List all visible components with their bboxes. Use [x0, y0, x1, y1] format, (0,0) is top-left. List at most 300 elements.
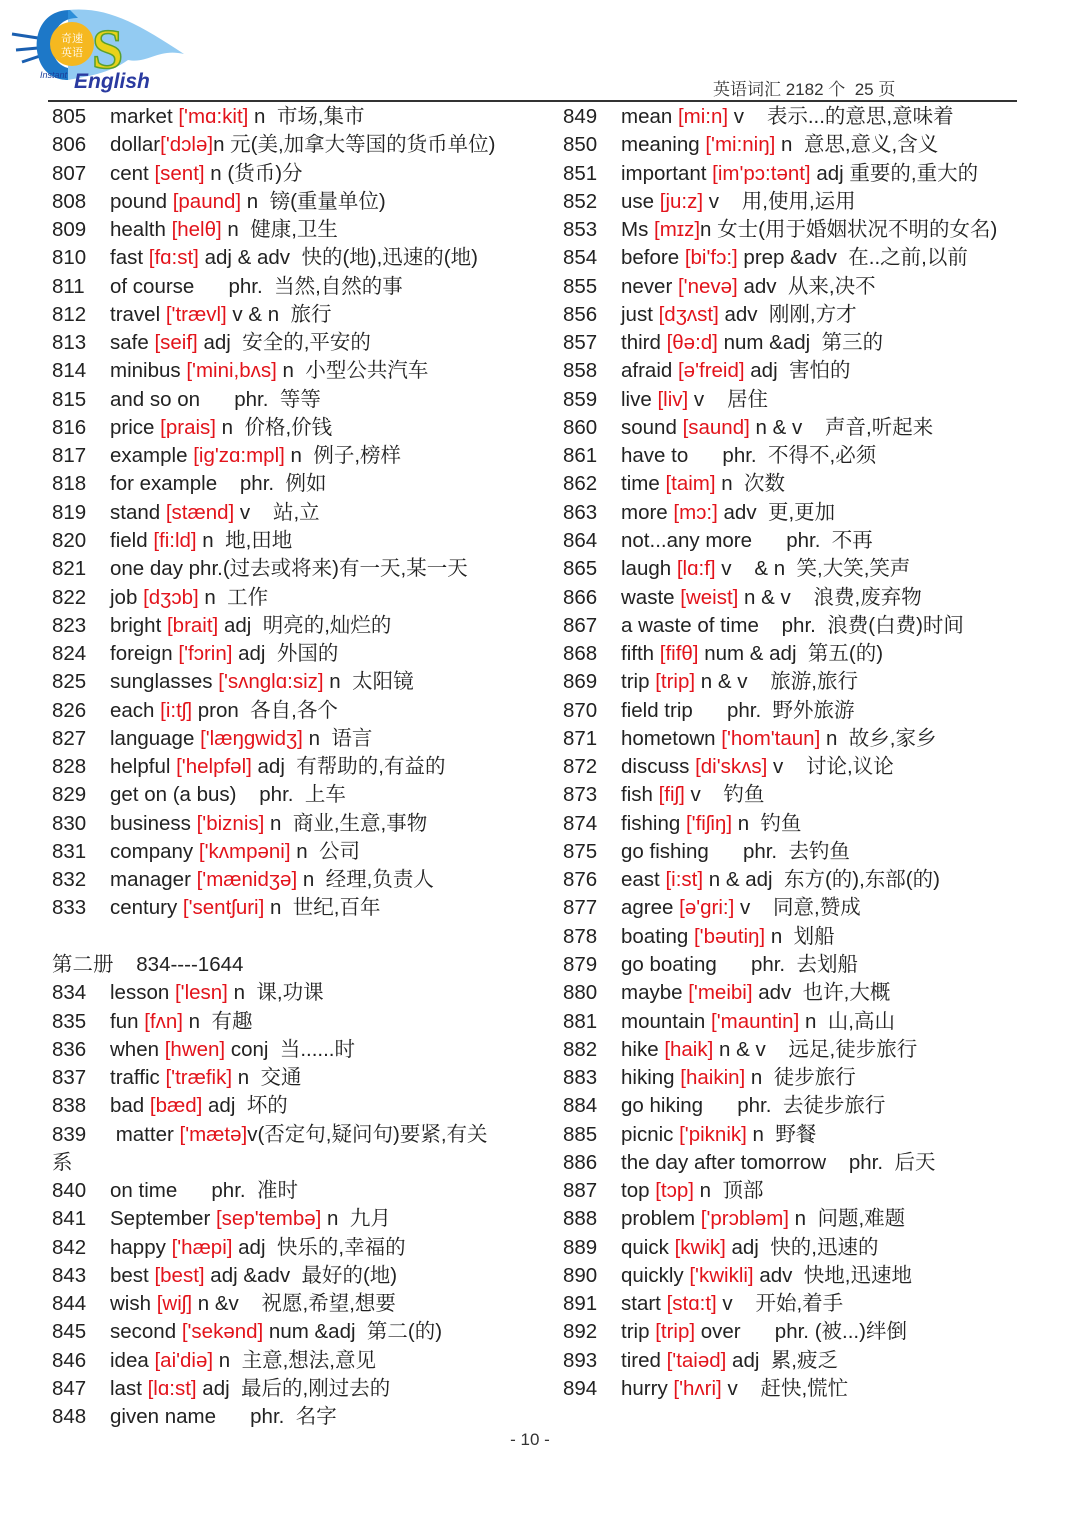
vocabulary-count-info: 英语词汇 2182 个 25 页	[713, 80, 896, 99]
vocab-entry	[52, 470, 532, 498]
entry-definition: n 故乡,家乡	[820, 726, 937, 750]
entry-definition: num & adj 第五(的)	[698, 642, 884, 666]
entry-number: 869	[563, 670, 598, 694]
entry-word: time	[621, 472, 666, 496]
entry-definition: n 问题,难题	[788, 1207, 906, 1231]
entry-number: 814	[52, 359, 87, 383]
entry-definition: n 主意,想法,意见	[213, 1348, 376, 1372]
entry-phonetic: [bæd]	[149, 1094, 203, 1118]
entry-number: 842	[52, 1235, 87, 1259]
vocab-entry	[563, 188, 1033, 216]
entry-phonetic: ['mænidʒə]	[196, 868, 298, 892]
entry-phonetic: [im'pɔ:tənt]	[712, 161, 811, 185]
entry-word: manager	[110, 868, 197, 892]
vocab-entry	[52, 612, 532, 640]
entry-number: 845	[52, 1320, 87, 1344]
entry-definition: n 世纪,百年	[264, 896, 381, 920]
entry-definition: n 镑(重量单位)	[241, 189, 386, 213]
entry-number: 850	[563, 133, 598, 157]
entry-word: hike	[621, 1037, 665, 1061]
entry-definition: n 钓鱼	[732, 811, 802, 835]
left-word-column	[52, 103, 532, 1431]
entry-number: 854	[563, 246, 598, 270]
entry-word: go hiking	[621, 1094, 704, 1118]
entry-phonetic: [dʒɔb]	[143, 585, 199, 609]
entry-number: 873	[563, 783, 598, 807]
entry-definition: num &adj 第二(的)	[263, 1320, 443, 1344]
entry-definition: adj 累,疲乏	[726, 1348, 838, 1372]
vocab-entry	[563, 216, 1033, 244]
entry-word: market	[110, 105, 179, 128]
entry-word: live	[621, 387, 658, 411]
logo	[8, 4, 188, 96]
entry-number: 852	[563, 189, 598, 213]
entry-phonetic: ['træfik]	[165, 1066, 233, 1090]
vocab-entry	[52, 386, 532, 414]
svg-text:Instant: Instant	[40, 70, 68, 80]
entry-definition: n &v 祝愿,希望,想要	[192, 1292, 396, 1316]
entry-word: mountain	[621, 1009, 712, 1033]
vocab-entry	[52, 1064, 532, 1092]
entry-word: meaning	[621, 133, 706, 157]
vocab-entry	[563, 1290, 1033, 1318]
vocab-entry	[52, 131, 532, 159]
entry-definition: adj 快乐的,幸福的	[232, 1235, 406, 1259]
entry-word: September	[110, 1207, 216, 1231]
entry-number: 822	[52, 585, 87, 609]
entry-word: second	[110, 1320, 182, 1344]
entry-phonetic: ['prɔbləm]	[700, 1207, 789, 1231]
vocab-entry	[563, 1121, 1033, 1149]
entry-number: 812	[52, 302, 87, 326]
vocab-entry	[52, 866, 532, 894]
entry-word: hometown	[621, 726, 722, 750]
entry-phonetic: ['fiʃiŋ]	[685, 811, 733, 835]
entry-phonetic: [sep'tembə]	[215, 1207, 322, 1231]
vocab-entry	[563, 527, 1033, 555]
entry-definition: over phr. (被...)绊倒	[695, 1320, 907, 1344]
entry-number: 863	[563, 500, 598, 524]
entry-number: 837	[52, 1066, 87, 1090]
entry-word: important	[621, 161, 713, 185]
entry-word: east	[621, 868, 666, 892]
entry-number: 819	[52, 500, 87, 524]
vocab-entry	[52, 894, 532, 922]
entry-word: maybe	[621, 981, 689, 1005]
vocab-entry	[52, 584, 532, 612]
entry-number: 810	[52, 246, 87, 270]
entry-number: 820	[52, 528, 87, 552]
entry-definition: adv 也许,大概	[752, 981, 891, 1005]
entry-number: 859	[563, 387, 598, 411]
entry-phonetic: ['mi:niŋ]	[705, 133, 776, 157]
vocab-entry	[52, 640, 532, 668]
entry-number: 891	[563, 1292, 598, 1316]
entry-word: price	[110, 415, 161, 439]
entry-word: fish	[621, 783, 659, 807]
entry-word: bright	[110, 613, 167, 637]
entry-continuation: 系	[52, 1150, 73, 1174]
entry-number: 857	[563, 331, 598, 355]
entry-definition: adj 外国的	[232, 642, 339, 666]
entry-phonetic: [fifθ]	[659, 642, 699, 666]
entry-word: have to	[621, 444, 689, 468]
entry-number: 851	[563, 161, 598, 185]
entry-number: 828	[52, 755, 87, 779]
vocab-entry	[52, 1262, 532, 1290]
entry-word: example	[110, 444, 194, 468]
entry-number: 856	[563, 302, 598, 326]
vocab-entry	[563, 357, 1033, 385]
entry-phonetic: [haik]	[664, 1037, 714, 1061]
vocab-entry	[52, 725, 532, 753]
vocab-entry	[563, 103, 1033, 131]
entry-definition: adj 安全的,平安的	[197, 331, 371, 355]
entry-word: wish	[110, 1292, 157, 1316]
vocab-entry	[563, 470, 1033, 498]
entry-number: 880	[563, 981, 598, 1005]
entry-phonetic: [mɔ:]	[673, 500, 718, 524]
entry-word: discuss	[621, 755, 696, 779]
entry-word: traffic	[110, 1066, 166, 1090]
page-number: - 10 -	[510, 1430, 550, 1449]
entry-word: afraid	[621, 359, 678, 383]
entry-word: best	[110, 1263, 155, 1287]
vocab-entry	[563, 640, 1033, 668]
vocab-entry	[563, 1036, 1033, 1064]
entry-phonetic: [trip]	[655, 670, 696, 694]
entry-number: 811	[52, 274, 85, 298]
entry-word: each	[110, 698, 161, 722]
vocab-entry	[563, 923, 1033, 951]
entry-definition: phr. 去钓鱼	[708, 839, 851, 863]
entry-phonetic: [sent]	[154, 161, 205, 185]
entry-word: job	[110, 585, 144, 609]
entry-phonetic: [i:st]	[665, 868, 704, 892]
entry-phonetic: [saund]	[682, 415, 750, 439]
entry-phonetic: [ə'freid]	[677, 359, 745, 383]
entry-number: 887	[563, 1179, 598, 1203]
entry-number: 858	[563, 359, 598, 383]
vocab-entry	[563, 499, 1033, 527]
entry-definition: phr. 上车	[236, 783, 346, 807]
entry-definition: phr. 当然,自然的事	[194, 274, 403, 298]
entry-word: not...any more	[621, 528, 753, 552]
vocab-entry	[563, 697, 1033, 725]
entry-number: 864	[563, 528, 598, 552]
vocab-entry	[563, 753, 1033, 781]
entry-number: 878	[563, 924, 598, 948]
entry-word: century	[110, 896, 183, 920]
entry-phonetic: ['dɔlə]	[160, 133, 214, 157]
entry-word: of course	[110, 274, 195, 298]
entry-definition: n 语言	[302, 726, 373, 750]
entry-word: tired	[621, 1348, 667, 1372]
vocab-entry	[52, 414, 532, 442]
entry-definition: adj &adv 最好的(地)	[204, 1263, 398, 1287]
entry-definition: v 赶快,慌忙	[721, 1376, 849, 1400]
entry-number: 870	[563, 698, 598, 722]
entry-number: 821	[52, 557, 87, 581]
entry-definition: n 意思,意义,含义	[775, 133, 939, 157]
svg-text:S: S	[92, 19, 124, 81]
entry-number: 841	[52, 1207, 87, 1231]
blank-line	[52, 923, 532, 951]
entry-number: 827	[52, 726, 87, 750]
entry-definition: adj & adv 快的(地),迅速的(地)	[198, 246, 478, 270]
entry-definition: n 工作	[198, 585, 269, 609]
entry-number: 847	[52, 1376, 87, 1400]
entry-word: picnic	[621, 1122, 680, 1146]
vocab-entry	[563, 244, 1033, 272]
entry-definition: adj 坏的	[202, 1094, 288, 1118]
vocab-entry	[563, 810, 1033, 838]
entry-word: business	[110, 811, 197, 835]
entry-phonetic: ['sekənd]	[181, 1320, 264, 1344]
entry-number: 846	[52, 1348, 87, 1372]
entry-word: cent	[110, 161, 155, 185]
vocab-entry	[52, 301, 532, 329]
vocab-entry	[52, 1205, 532, 1233]
entry-number: 892	[563, 1320, 598, 1344]
entry-definition: n (货币)分	[204, 161, 303, 185]
entry-phonetic: [stɑ:t]	[666, 1292, 717, 1316]
entry-definition: phr. 等等	[200, 387, 321, 411]
entry-word: never	[621, 274, 678, 298]
entry-definition: phr. 后天	[826, 1150, 936, 1174]
entry-phonetic: ['biznis]	[196, 811, 265, 835]
vocab-entry	[563, 979, 1033, 1007]
entry-phonetic: [fiʃ]	[658, 783, 685, 807]
entry-number: 835	[52, 1009, 87, 1033]
entry-definition: n 课,功课	[227, 981, 324, 1005]
entry-definition: n 例子,榜样	[284, 444, 402, 468]
entry-number: 877	[563, 896, 598, 920]
entry-number: 867	[563, 613, 598, 637]
entry-word: use	[621, 189, 660, 213]
entry-word: quick	[621, 1235, 675, 1259]
entry-number: 839	[52, 1122, 87, 1146]
entry-number: 886	[563, 1150, 598, 1174]
entry-word: the day after tomorrow	[621, 1150, 827, 1174]
entry-phonetic: ['hʌri]	[673, 1376, 722, 1400]
entry-word: fast	[110, 246, 149, 270]
entry-definition: v 同意,赞成	[734, 896, 861, 920]
entry-phonetic: ['fɔrin]	[178, 642, 233, 666]
vocab-entry	[563, 329, 1033, 357]
entry-definition: n & v 旅游,旅行	[695, 670, 858, 694]
vocab-entry	[563, 386, 1033, 414]
entry-word: bad	[110, 1094, 150, 1118]
entry-definition: n 交通	[232, 1066, 302, 1090]
vocab-entry	[563, 612, 1033, 640]
vocab-entry	[52, 244, 532, 272]
entry-phonetic: ['helpfəl]	[176, 755, 252, 779]
entry-word: problem	[621, 1207, 701, 1231]
entry-phonetic: [prais]	[160, 415, 216, 439]
vocab-entry	[563, 301, 1033, 329]
entry-definition: v 开始,着手	[716, 1292, 844, 1316]
vocab-entry	[52, 357, 532, 385]
entry-definition: n 有趣	[182, 1009, 253, 1033]
entry-word: before	[621, 246, 685, 270]
entry-number: 844	[52, 1292, 87, 1316]
entry-number: 862	[563, 472, 598, 496]
entry-word: lesson	[110, 981, 175, 1005]
entry-definition: adv 快地,迅速地	[753, 1263, 912, 1287]
entry-word: go fishing	[621, 839, 709, 863]
entry-number: 889	[563, 1235, 598, 1259]
entry-number: 849	[563, 105, 598, 128]
entry-word: and so on	[110, 387, 201, 411]
entry-number: 871	[563, 726, 598, 750]
entry-number: 884	[563, 1094, 598, 1118]
entry-phonetic: ['kwikli]	[689, 1263, 754, 1287]
entry-definition: v & n 旅行	[226, 302, 332, 326]
entry-word: boating	[621, 924, 694, 948]
entry-number: 894	[563, 1376, 598, 1400]
entry-word: dollar	[110, 133, 161, 157]
entry-number: 818	[52, 472, 87, 496]
entry-phonetic: [mi:n]	[677, 105, 729, 128]
entry-number: 855	[563, 274, 598, 298]
entry-number: 890	[563, 1263, 598, 1287]
entry-phonetic: [mɪz]	[654, 218, 701, 242]
entry-word: more	[621, 500, 674, 524]
entry-word: fun	[110, 1009, 145, 1033]
entry-number: 853	[563, 218, 598, 242]
entry-definition: v 钓鱼	[684, 783, 765, 807]
entry-definition: n 顶部	[693, 1179, 764, 1203]
entry-definition: adj 快的,迅速的	[725, 1235, 879, 1259]
entry-phonetic: ['mɑ:kit]	[178, 105, 249, 128]
entry-number: 808	[52, 189, 87, 213]
entry-number: 833	[52, 896, 87, 920]
entry-definition: phr. 准时	[177, 1179, 298, 1203]
entry-number: 865	[563, 557, 598, 581]
entry-number: 829	[52, 783, 87, 807]
entry-number: 805	[52, 105, 87, 128]
entry-number: 874	[563, 811, 598, 835]
entry-word: helpful	[110, 755, 177, 779]
entry-word: waste	[621, 585, 681, 609]
entry-number: 807	[52, 161, 87, 185]
entry-word: when	[110, 1037, 165, 1061]
entry-phonetic: [best]	[154, 1263, 205, 1287]
entry-phonetic: [haikin]	[680, 1066, 746, 1090]
entry-number: 888	[563, 1207, 598, 1231]
entry-definition: n & adj 东方(的),东部(的)	[703, 868, 940, 892]
entry-number: 836	[52, 1037, 87, 1061]
entry-word: fishing	[621, 811, 686, 835]
vocab-entry	[52, 442, 532, 470]
vocab-entry	[563, 1177, 1033, 1205]
vocab-entry	[563, 951, 1033, 979]
entry-number: 866	[563, 585, 598, 609]
entry-definition: n 公司	[290, 839, 361, 863]
entry-definition: adj 害怕的	[744, 359, 851, 383]
vocab-entry	[52, 160, 532, 188]
entry-phonetic: [ju:z]	[659, 189, 704, 213]
entry-definition: num &adj 第三的	[717, 331, 884, 355]
entry-number: 882	[563, 1037, 598, 1061]
vocab-entry	[52, 1008, 532, 1036]
vocab-entry	[563, 414, 1033, 442]
entry-definition: phr. 浪费(白费)时间	[758, 613, 964, 637]
entry-word: fifth	[621, 642, 660, 666]
entry-number: 823	[52, 613, 87, 637]
entry-definition: n 太阳镜	[323, 670, 414, 694]
entry-definition: phr. 不得不,必须	[688, 444, 877, 468]
entry-definition: v 讨论,议论	[767, 755, 894, 779]
entry-word: get on (a bus)	[110, 783, 237, 807]
entry-phonetic: ['læŋgwidʒ]	[200, 726, 303, 750]
entry-definition: n & v 声音,听起来	[749, 415, 934, 439]
vocab-entry	[52, 1092, 532, 1120]
header-divider	[48, 100, 1017, 102]
entry-number: 868	[563, 642, 598, 666]
entry-phonetic: [fɑ:st]	[148, 246, 199, 270]
entry-definition: phr. 去划船	[716, 952, 859, 976]
vocab-entry	[52, 103, 532, 131]
entry-word: trip	[621, 1320, 656, 1344]
entry-phonetic: ['mini,bʌs]	[186, 359, 277, 383]
entry-definition: n 山,高山	[799, 1009, 895, 1033]
vocab-entry	[52, 216, 532, 244]
entry-number: 885	[563, 1122, 598, 1146]
entry-number: 879	[563, 952, 598, 976]
vocab-entry	[52, 979, 532, 1007]
vocab-entry	[52, 753, 532, 781]
entry-phonetic: ['sʌnglɑ:siz]	[218, 670, 324, 694]
entry-number: 876	[563, 868, 598, 892]
entry-phonetic: ['trævl]	[165, 302, 227, 326]
vocab-entry	[52, 1375, 532, 1403]
entry-number: 830	[52, 811, 87, 835]
entry-number: 893	[563, 1348, 598, 1372]
entry-phonetic: ['taiəd]	[666, 1348, 727, 1372]
vocab-entry	[52, 499, 532, 527]
entry-definition: v 居住	[688, 387, 768, 411]
entry-number: 824	[52, 642, 87, 666]
entry-phonetic: [di'skʌs]	[695, 755, 768, 779]
entry-definition: phr. 不再	[752, 528, 873, 552]
entry-definition: adv 从来,决不	[737, 274, 876, 298]
entry-number: 861	[563, 444, 598, 468]
entry-number: 840	[52, 1179, 87, 1203]
entry-definition: n 小型公共汽车	[276, 359, 429, 383]
entry-number: 826	[52, 698, 87, 722]
entry-word: go boating	[621, 952, 717, 976]
entry-word: travel	[110, 302, 166, 326]
entry-phonetic: [kwik]	[674, 1235, 726, 1259]
entry-word: trip	[621, 670, 656, 694]
entry-word: matter	[110, 1122, 180, 1146]
vocab-entry	[52, 1347, 532, 1375]
vocab-entry	[563, 131, 1033, 159]
entry-definition: adv 更,更加	[717, 500, 836, 524]
entry-number: 813	[52, 331, 87, 355]
vocab-entry	[52, 188, 532, 216]
entry-word: for example	[110, 472, 218, 496]
vocab-entry	[52, 1121, 532, 1149]
vocab-entry	[563, 838, 1033, 866]
vocab-entry	[52, 329, 532, 357]
vocab-entry	[563, 1064, 1033, 1092]
entry-definition: n 次数	[715, 472, 786, 496]
entry-phonetic: [θə:d]	[666, 331, 718, 355]
entry-word: company	[110, 839, 199, 863]
